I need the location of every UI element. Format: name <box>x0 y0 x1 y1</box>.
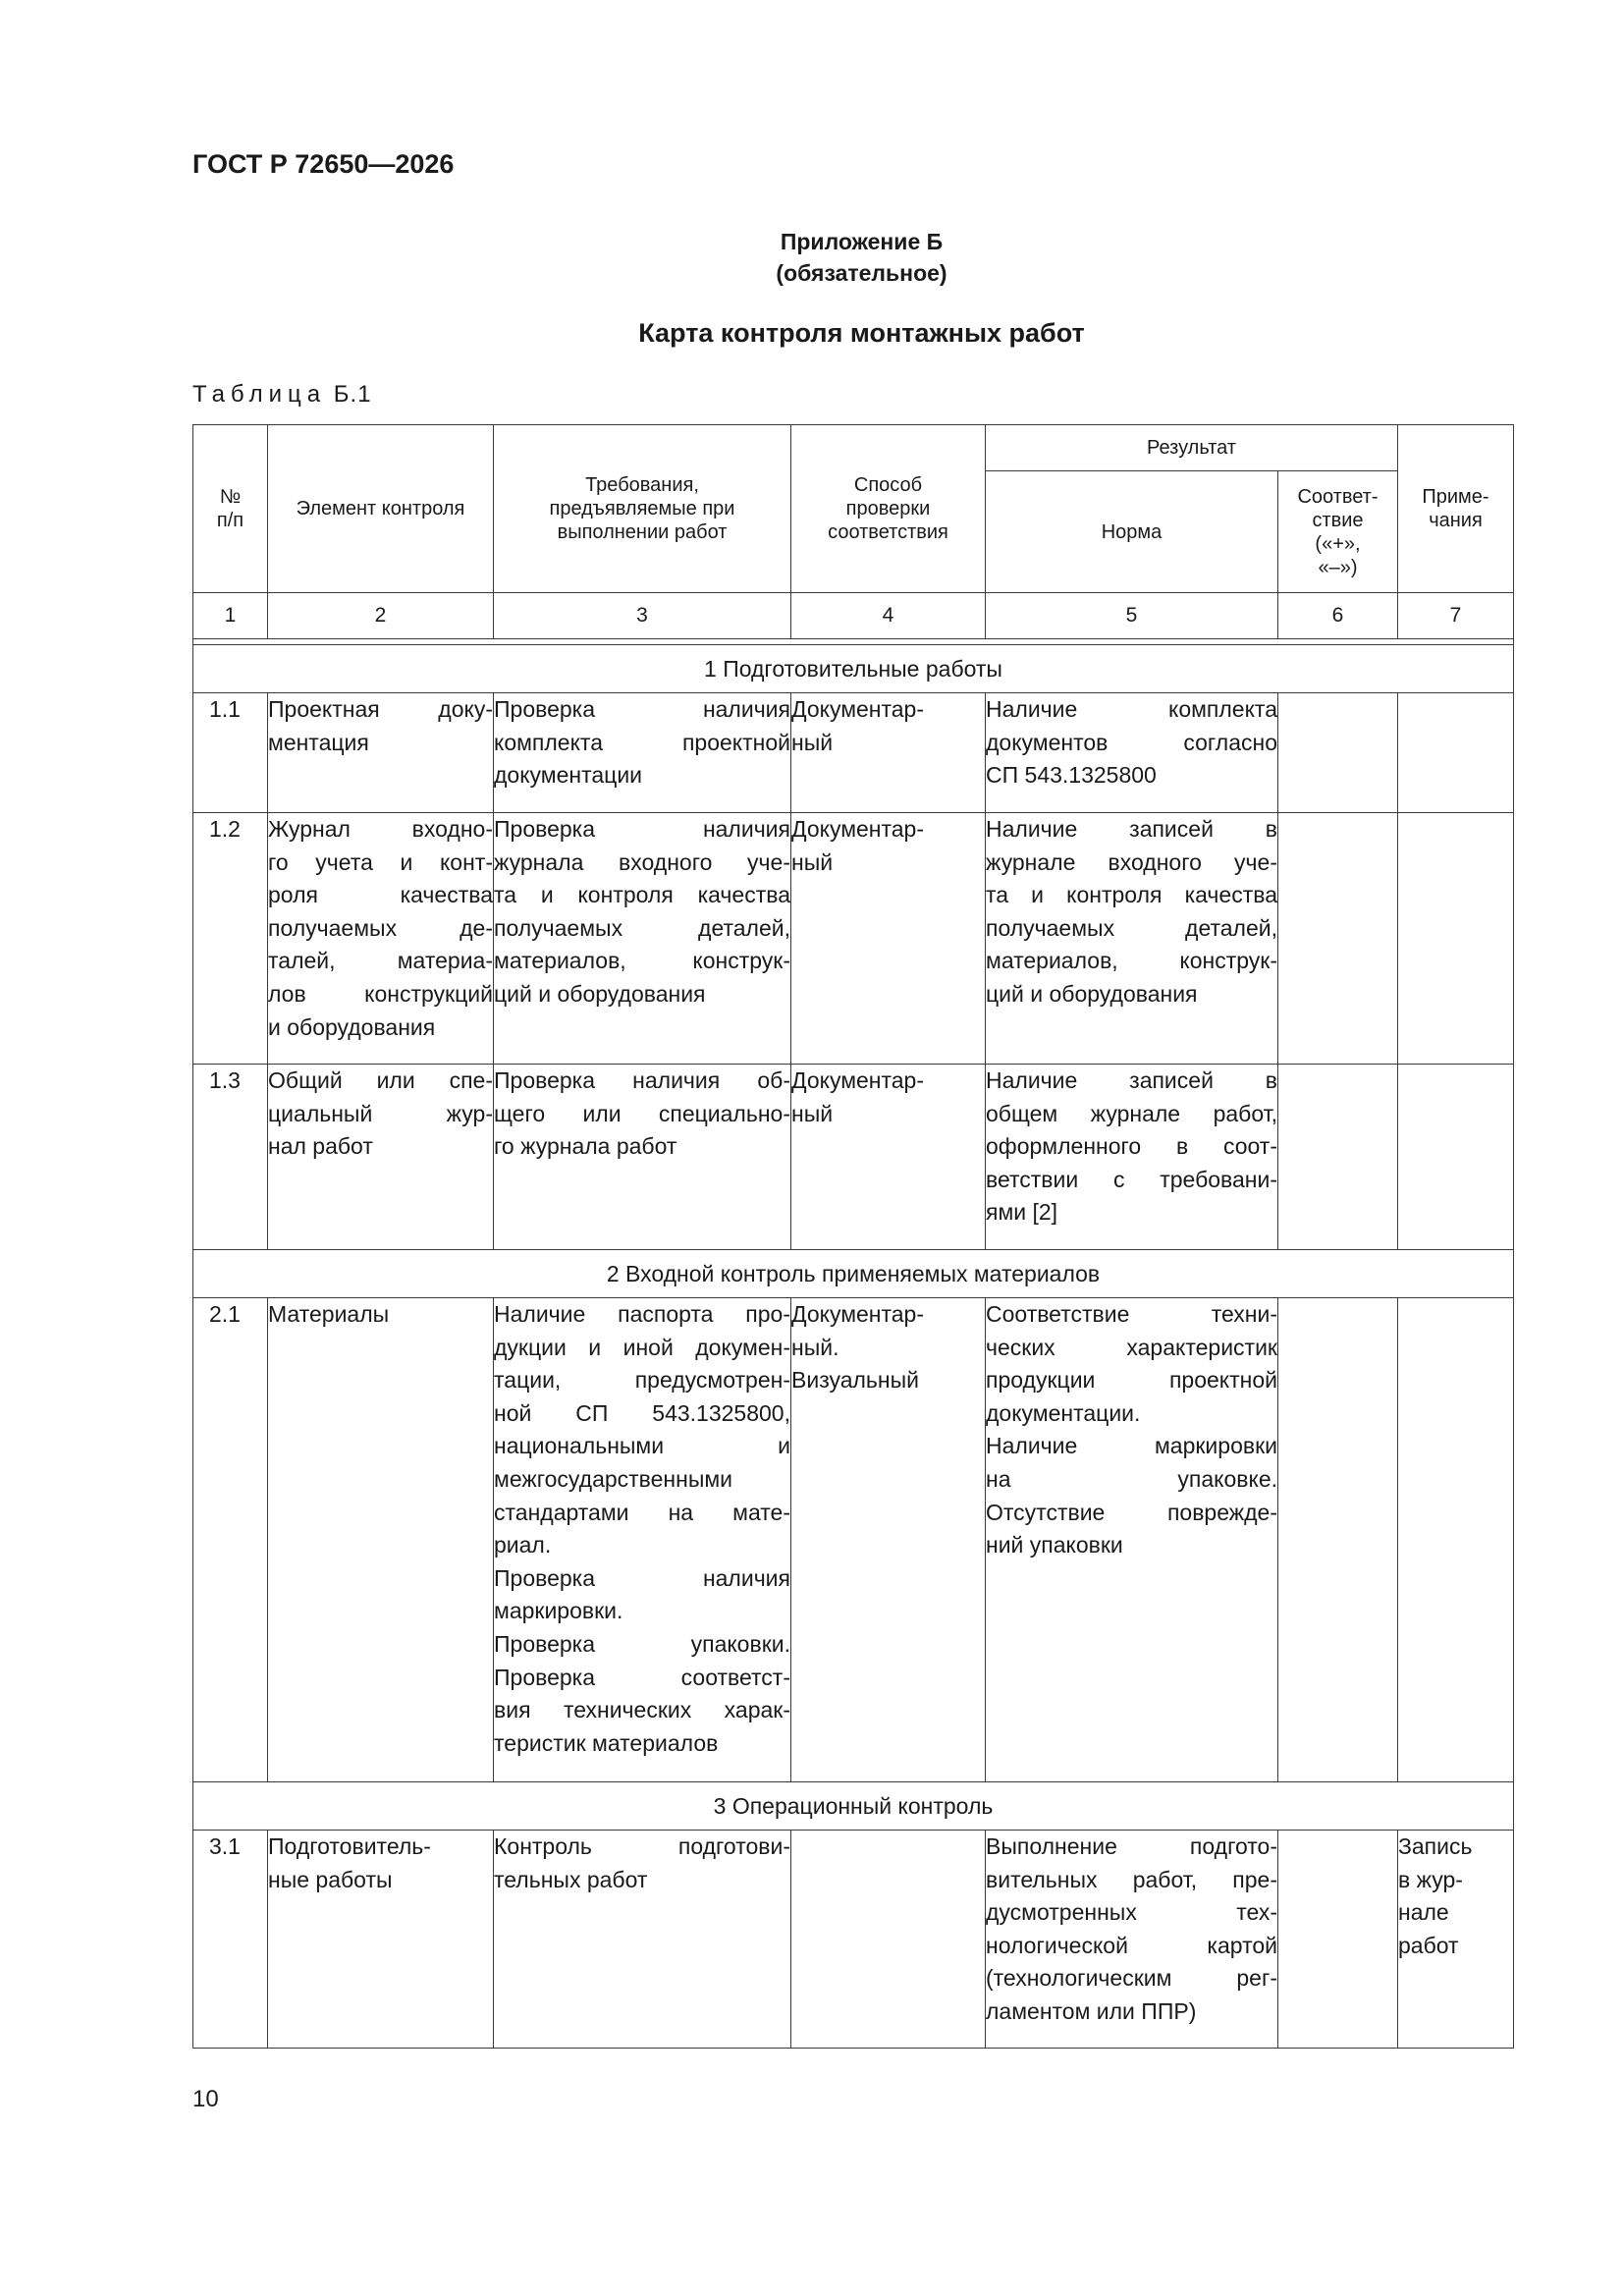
norm-line: Наличие комплекта <box>986 696 1277 722</box>
requirements-line: риал. <box>494 1532 552 1558</box>
control-element-cell <box>268 1298 494 1782</box>
header-result: Результат <box>986 425 1398 471</box>
conformity-cell <box>1278 813 1398 1065</box>
requirements-cell <box>494 693 791 813</box>
requirements-line: Проверка наличия <box>494 696 790 722</box>
table-body <box>193 645 1514 2049</box>
norm-line: материалов, конструк- <box>986 948 1277 974</box>
table-row <box>193 813 1514 1065</box>
page-title: Карта контроля монтажных работ <box>638 318 1085 348</box>
notes-line: в жур- <box>1398 1866 1463 1892</box>
norm-line: вительных работ, пре- <box>986 1866 1277 1892</box>
column-number: 5 <box>986 593 1278 639</box>
header-method: Способ проверки соответствия <box>791 425 986 593</box>
norm-cell <box>986 1831 1278 2049</box>
check-method-line: ный <box>791 848 834 875</box>
section-title: 2 Входной контроль применяемых материалов <box>193 1250 1514 1298</box>
check-method-line: Документар- <box>791 696 925 722</box>
control-element-line: получаемых де- <box>268 914 493 941</box>
check-method-cell <box>791 1831 986 2049</box>
norm-line: ций и оборудования <box>986 980 1198 1007</box>
norm-line: ческих характеристик <box>986 1334 1277 1360</box>
control-element-line: Материалы <box>268 1301 390 1327</box>
requirements-line: межгосударственными <box>494 1465 733 1492</box>
requirements-line: комплекта проектной <box>494 729 790 755</box>
section-title: 3 Операционный контроль <box>193 1782 1514 1831</box>
control-element-cell <box>268 1831 494 2049</box>
requirements-line: Проверка наличия об- <box>494 1067 790 1093</box>
row-number-line: 2.1 <box>209 1301 241 1327</box>
control-element-line: талей, материа- <box>268 948 493 974</box>
row-number-cell <box>193 1298 268 1782</box>
column-number: 2 <box>268 593 494 639</box>
control-table <box>192 424 1514 2049</box>
notes-line: нале <box>1398 1899 1449 1926</box>
column-number: 6 <box>1278 593 1398 639</box>
notes-cell <box>1398 1831 1514 2049</box>
norm-line: Соответствие техни- <box>986 1301 1277 1327</box>
norm-line: Наличие записей в <box>986 1067 1277 1093</box>
conformity-cell <box>1278 693 1398 813</box>
norm-line: Наличие маркировки <box>986 1433 1277 1459</box>
requirements-line: национальными и <box>494 1433 790 1459</box>
control-element-line: нал работ <box>268 1133 373 1160</box>
section-title: 1 Подготовительные работы <box>193 645 1514 693</box>
norm-cell <box>986 693 1278 813</box>
check-method-cell <box>791 1065 986 1250</box>
control-element-line: циальный жур- <box>268 1100 493 1126</box>
requirements-line: тельных работ <box>494 1866 648 1892</box>
requirements-line: Проверка упаковки. <box>494 1630 790 1657</box>
norm-line: получаемых деталей, <box>986 914 1277 941</box>
notes-line: Запись <box>1398 1833 1473 1859</box>
appendix-status: (обязательное) <box>776 260 947 286</box>
control-element-line: Проектная доку- <box>268 696 493 722</box>
notes-cell <box>1398 1065 1514 1250</box>
table-row <box>193 1831 1514 2049</box>
control-element-line: ные работы <box>268 1866 393 1892</box>
conformity-cell <box>1278 1298 1398 1782</box>
control-element-cell <box>268 693 494 813</box>
requirements-cell <box>494 1298 791 1782</box>
check-method-line: Документар- <box>791 816 925 842</box>
control-element-cell <box>268 1065 494 1250</box>
table-caption <box>192 381 372 409</box>
notes-line: работ <box>1398 1932 1459 1958</box>
check-method-line: Документар- <box>791 1067 925 1093</box>
check-method-cell <box>791 813 986 1065</box>
check-method-cell <box>791 1298 986 1782</box>
check-method-line: ный <box>791 1100 834 1126</box>
table-caption-number: Б.1 <box>333 381 372 408</box>
notes-cell <box>1398 693 1514 813</box>
norm-line: нологической картой <box>986 1932 1277 1958</box>
header-requirements: Требования, предъявляемые при выполнении работ <box>494 425 791 593</box>
norm-cell <box>986 813 1278 1065</box>
control-element-line: го учета и конт- <box>268 848 493 875</box>
header-num: № п/п <box>193 425 268 593</box>
check-method-line: Визуальный <box>791 1367 919 1394</box>
table-row <box>193 1298 1514 1782</box>
norm-line: продукции проектной <box>986 1367 1277 1394</box>
check-method-line: Документар- <box>791 1301 925 1327</box>
requirements-line: ной СП 543.1325800, <box>494 1399 790 1426</box>
norm-cell <box>986 1065 1278 1250</box>
check-method-line: ный. <box>791 1334 839 1360</box>
row-number-cell <box>193 693 268 813</box>
page-number: 10 <box>192 2086 219 2112</box>
requirements-line: Контроль подготови- <box>494 1833 790 1859</box>
requirements-cell <box>494 1831 791 2049</box>
control-element-line: Подготовитель- <box>268 1833 431 1859</box>
row-number-line: 3.1 <box>209 1833 241 1859</box>
norm-line: ний упаковки <box>986 1532 1123 1558</box>
norm-line: ламентом или ППР) <box>986 1997 1197 2024</box>
control-element-cell <box>268 813 494 1065</box>
norm-line: общем журнале работ, <box>986 1100 1277 1126</box>
conformity-cell <box>1278 1831 1398 2049</box>
requirements-line: та и контроля качества <box>494 882 790 908</box>
section-row <box>193 645 1514 693</box>
notes-cell <box>1398 1298 1514 1782</box>
section-row <box>193 1782 1514 1831</box>
column-number-row <box>193 593 1514 639</box>
requirements-line: Проверка наличия <box>494 816 790 842</box>
check-method-cell <box>791 693 986 813</box>
row-number-line: 1.3 <box>209 1067 241 1093</box>
requirements-line: материалов, конструк- <box>494 948 790 974</box>
control-element-line: Журнал входно- <box>268 816 493 842</box>
requirements-cell <box>494 813 791 1065</box>
norm-line: ями [2] <box>986 1199 1058 1226</box>
requirements-line: документации <box>494 762 643 789</box>
norm-line: оформленного в соот- <box>986 1133 1277 1160</box>
table-row <box>193 693 1514 813</box>
row-number-line: 1.1 <box>209 696 241 722</box>
norm-line: ветствии с требовани- <box>986 1166 1277 1192</box>
column-number: 7 <box>1398 593 1514 639</box>
requirements-line: Наличие паспорта про- <box>494 1301 790 1327</box>
header-notes: Приме- чания <box>1398 425 1514 593</box>
notes-cell <box>1398 813 1514 1065</box>
requirements-line: получаемых деталей, <box>494 914 790 941</box>
requirements-line: щего или специально- <box>494 1100 790 1126</box>
norm-line: на упаковке. <box>986 1465 1277 1492</box>
norm-line: СП 543.1325800 <box>986 762 1157 789</box>
document-code: ГОСТ Р 72650—2026 <box>192 149 455 179</box>
norm-line: Наличие записей в <box>986 816 1277 842</box>
requirements-line: Проверка соответст- <box>494 1664 790 1690</box>
table-row <box>193 1065 1514 1250</box>
control-element-line: роля качества <box>268 882 493 908</box>
row-number-line: 1.2 <box>209 816 241 842</box>
check-method-line: ный <box>791 729 834 755</box>
header-conformity: Соответ- ствие («+», «–») <box>1278 471 1398 593</box>
control-element-line: лов конструкций <box>268 980 493 1007</box>
norm-line: Выполнение подгото- <box>986 1833 1277 1859</box>
conformity-cell <box>1278 1065 1398 1250</box>
requirements-line: журнала входного уче- <box>494 848 790 875</box>
appendix-title: Приложение Б <box>780 229 944 254</box>
norm-line: документов согласно <box>986 729 1277 755</box>
norm-line: журнале входного уче- <box>986 848 1277 875</box>
table-caption-label: Таблица <box>192 381 327 408</box>
header-norm: Норма <box>986 471 1278 593</box>
column-number: 1 <box>193 593 268 639</box>
row-number-cell <box>193 1065 268 1250</box>
requirements-line: го журнала работ <box>494 1133 677 1160</box>
requirements-line: маркировки. <box>494 1598 623 1624</box>
row-number-cell <box>193 1831 268 2049</box>
requirements-line: стандартами на мате- <box>494 1499 790 1525</box>
norm-line: Отсутствие поврежде- <box>986 1499 1277 1525</box>
control-element-line: и оборудования <box>268 1013 436 1040</box>
column-number: 4 <box>791 593 986 639</box>
requirements-line: тации, предусмотрен- <box>494 1367 790 1394</box>
norm-line: дусмотренных тех- <box>986 1899 1277 1926</box>
requirements-line: Проверка наличия <box>494 1564 790 1591</box>
row-number-cell <box>193 813 268 1065</box>
requirements-cell <box>494 1065 791 1250</box>
control-element-line: ментация <box>268 729 369 755</box>
section-row <box>193 1250 1514 1298</box>
norm-line: (технологическим рег- <box>986 1965 1277 1992</box>
requirements-line: ций и оборудования <box>494 980 706 1007</box>
appendix-heading <box>0 226 1623 289</box>
header-element: Элемент контроля <box>268 425 494 593</box>
requirements-line: вия технических харак- <box>494 1697 790 1723</box>
column-number: 3 <box>494 593 791 639</box>
control-element-line: Общий или спе- <box>268 1067 493 1093</box>
norm-line: та и контроля качества <box>986 882 1277 908</box>
requirements-line: теристик материалов <box>494 1729 719 1756</box>
requirements-line: дукции и иной докумен- <box>494 1334 790 1360</box>
norm-line: документации. <box>986 1399 1141 1426</box>
norm-cell <box>986 1298 1278 1782</box>
